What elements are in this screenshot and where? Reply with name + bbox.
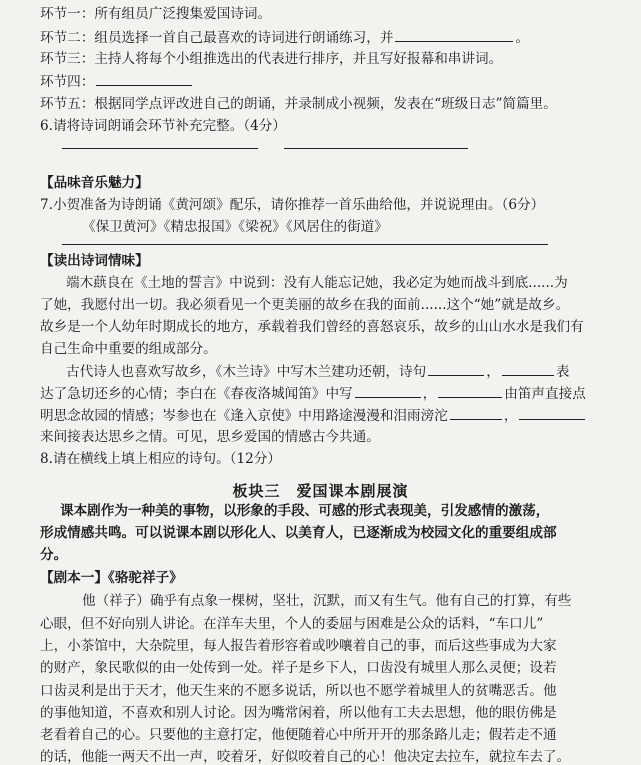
- step-2-end: 。: [515, 30, 530, 46]
- poetry-header: 【读出诗词情味】: [40, 253, 149, 269]
- drama-label: 【剧本一】《骆驼祥子》: [40, 570, 183, 586]
- comma: ，: [486, 364, 500, 380]
- step-2-text: 环节二：组员选择一首自己最喜欢的诗词进行朗诵练习，并: [40, 30, 394, 46]
- blank-libai-2[interactable]: [438, 385, 502, 398]
- step-4-text: 环节四：: [40, 74, 95, 90]
- poetry-p2-text-1: 古代诗人也喜欢写故乡，《木兰诗》中写木兰建功还朝，诗句: [66, 364, 427, 380]
- step-5: 环节五：根据同学点评改进自己的朗诵，并录制成小视频，发表在“班级日志”简篇里。: [40, 96, 557, 112]
- section-3-title: [0, 480, 641, 501]
- question-8: 8.请在横线上填上相应的诗句。（12分）: [40, 451, 281, 467]
- blank-censhen-1[interactable]: [450, 407, 502, 420]
- blank-censhen-2[interactable]: [519, 407, 585, 420]
- step-2-blank[interactable]: [395, 29, 513, 42]
- step-2: [40, 29, 623, 46]
- question-7: 7.小贺准备为诗朗诵《黄河颂》配乐，请你推荐一首乐曲给他，并说说理由。（6分）: [40, 197, 545, 213]
- poetry-p2-text-2: 达了急切还乡的心情；李白在《春夜洛城闻笛》中写: [40, 386, 353, 402]
- drama-text-line-5: 口齿灵利是出于天才，他天生来的不愿多说话，所以也不愿学着城里人的贫嘴恶舌。他: [40, 683, 557, 699]
- step-3: 环节三：主持人将每个小组推选出的代表进行排序，并且写好报幕和串讲词。: [40, 51, 503, 67]
- poetry-p1-line-4: 自己生命中重要的组成部分。: [40, 341, 217, 357]
- drama-text-line-1: 他（祥子）确乎有点象一棵树，坚壮，沉默，而又有生气。他有自己的打算，有些: [82, 593, 572, 609]
- blank-mulan-2[interactable]: [502, 363, 554, 376]
- answer-line-6a[interactable]: [62, 148, 258, 149]
- section-3-intro-2: 形成情感共鸣。可以说课本剧以形化人、以美育人，已逐渐成为校园文化的重要组成部: [40, 525, 557, 541]
- section-3-heading: 爱国课本剧展演: [296, 482, 409, 500]
- poetry-p1-line-2: 了她，我愿付出一切。我必须看见一个更美丽的故乡在我的面前......这个“她”就是故乡。: [40, 297, 570, 313]
- blank-libai-1[interactable]: [355, 385, 421, 398]
- drama-text-line-6: 的事他知道，不喜欢和别人讨论。因为嘴常闲着，所以他有工夫去思想，他的眼仿佛是: [40, 705, 557, 721]
- poetry-p2-line-3: [40, 407, 623, 424]
- section-3-intro-1: 课本剧作为一种美的事物，以形象的手段、可感的形式表现美，引发感情的激荡，: [60, 503, 550, 519]
- step-1: 环节一：所有组员广泛搜集爱国诗词。: [40, 6, 272, 22]
- answer-line-6b[interactable]: [284, 148, 468, 149]
- music-options: 《保卫黄河》《精忠报国》《梁祝》《风居住的街道》: [82, 219, 388, 235]
- step-4-blank[interactable]: [96, 73, 192, 86]
- poetry-p2-text-3: 明思念故园的情感；岑参也在《逢入京使》中用路途漫漫和泪雨滂沱: [40, 408, 448, 424]
- blank-mulan-1[interactable]: [428, 363, 484, 376]
- section-3-intro-3: 分。: [40, 547, 68, 563]
- poetry-p1-line-3: 故乡是一个人幼年时期成长的地方，承载着我们曾经的喜怒哀乐，故乡的山山水水是我们有: [40, 319, 584, 335]
- poetry-p2-text-1-end: 表: [555, 364, 570, 380]
- question-6: 6.请将诗词朗诵会环节补充完整。（4分）: [40, 118, 286, 134]
- drama-text-line-3: 上，小茶馆中，大杂院里，每人报告着形容着或吵嚷着自己的事，而后这些事成为大家: [40, 638, 557, 654]
- drama-text-line-4: 的财产，象民歌似的由一处传到一处。祥子是乡下人，口齿没有城里人那么灵便；设若: [40, 660, 557, 676]
- poetry-p2-line-1: [66, 363, 623, 380]
- drama-text-line-7: 老看着自己的心。只要他的主意打定，他便随着心中所开开的那条路儿走；假若走不通: [40, 727, 557, 743]
- poetry-p2-line-2: [40, 385, 623, 402]
- poetry-p2-text-2-end: 由笛声直接点: [504, 386, 586, 402]
- drama-text-line-2: 心眼，但不好向别人讲论。在洋车夫里，个人的委屈与困难是公众的话料，“车口儿”: [40, 616, 544, 632]
- comma: ，: [503, 408, 518, 424]
- music-header: 【品味音乐魅力】: [40, 175, 149, 191]
- comma: ，: [422, 386, 437, 402]
- answer-line-7[interactable]: [62, 244, 548, 245]
- step-4: [40, 73, 623, 90]
- drama-text-line-8: 的话，他能一两天不出一声，咬着牙，好似咬着自己的心！他决定去拉车，就拉车去了。: [40, 749, 571, 765]
- poetry-p1-line-1: 端木蕻良在《土地的誓言》中说到：没有人能忘记她，我必定为她而战斗到底......为: [66, 275, 568, 291]
- poetry-p2-line-4: 来间接表达思乡之情。可见，思乡爱国的情感古今共通。: [40, 429, 380, 445]
- section-3-block: 板块三: [232, 482, 281, 500]
